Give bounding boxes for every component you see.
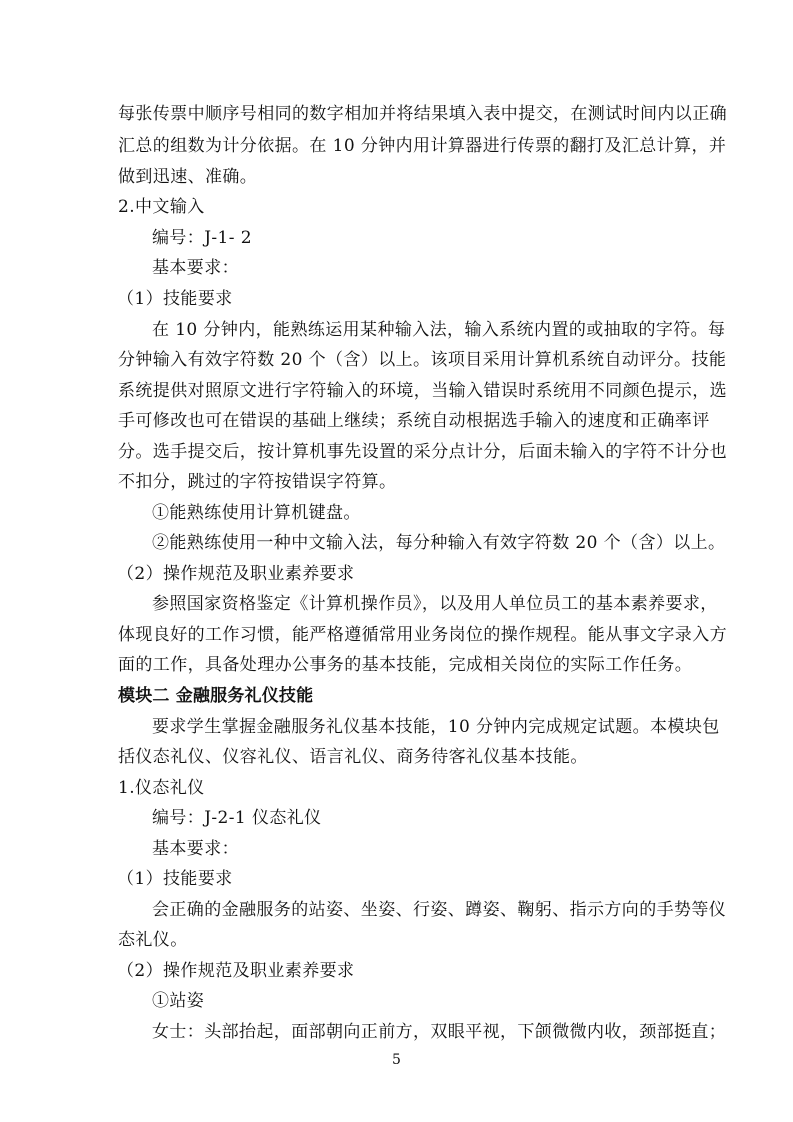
section-heading: 1.仪态礼仪 xyxy=(118,778,205,798)
body-text-line: 在 10 分钟内，能熟练运用某种输入法，输入系统内置的或抽取的字符。每 xyxy=(152,320,726,340)
body-text-line: 不扣分，跳过的字符按错误字符算。 xyxy=(118,472,397,492)
body-text-line: 参照国家资格鉴定《计算机操作员》，以及用人单位员工的基本素养要求， xyxy=(152,594,718,614)
body-text-line: 会正确的金融服务的站姿、坐姿、行姿、蹲姿、鞠躬、指示方向的手势等仪 xyxy=(152,900,727,920)
body-text-line: 体现良好的工作习惯，能严格遵循常用业务岗位的操作规程。能从事文字录入方 xyxy=(118,625,727,645)
body-text-line: 面的工作，具备处理办公事务的基本技能，完成相关岗位的实际工作任务。 xyxy=(118,655,693,675)
body-text-line: 汇总的组数为计分依据。在 10 分钟内用计算器进行传票的翻打及汇总计算，并 xyxy=(118,136,727,156)
body-text-line: 分。选手提交后，按计算机事先设置的采分点计分，后面未输入的字符不计分也 xyxy=(118,442,727,462)
section-heading: 2.中文输入 xyxy=(118,197,205,217)
subheading: （1）技能要求 xyxy=(117,289,233,309)
body-text-line: 分钟输入有效字符数 20 个（含）以上。该项目采用计算机系统自动评分。技能 xyxy=(118,350,727,370)
list-item: ①能熟练使用计算机键盘。 xyxy=(152,503,361,523)
page-number: 5 xyxy=(392,1052,401,1068)
body-text-line: 系统提供对照原文进行字符输入的环境，当输入错误时系统用不同颜色提示，选 xyxy=(118,381,727,401)
body-text-line: 态礼仪。 xyxy=(118,930,188,950)
list-item: ②能熟练使用一种中文输入法，每分种输入有效字符数 20 个（含）以上。 xyxy=(152,533,726,553)
module-heading: 模块二 金融服务礼仪技能 xyxy=(118,686,314,706)
body-text-line: 做到迅速、准确。 xyxy=(118,167,258,187)
subheading: （2）操作规范及职业素养要求 xyxy=(117,564,355,584)
item-code: 编号：J-1- 2 xyxy=(152,228,252,248)
body-text-line: 要求学生掌握金融服务礼仪基本技能，10 分钟内完成规定试题。本模块包 xyxy=(152,717,720,737)
body-text-line: 女士：头部抬起，面部朝向正前方，双眼平视，下颌微微内收，颈部挺直； xyxy=(152,1022,727,1042)
subheading: （2）操作规范及职业素养要求 xyxy=(117,961,355,981)
body-text-line: 每张传票中顺序号相同的数字相加并将结果填入表中提交，在测试时间内以正确 xyxy=(118,104,727,124)
body-text-line: 括仪态礼仪、仪容礼仪、语言礼仪、商务待客礼仪基本技能。 xyxy=(118,747,588,767)
subheading: （1）技能要求 xyxy=(117,869,233,889)
subheading: 基本要求： xyxy=(152,258,239,278)
body-text-line: 手可修改也可在错误的基础上继续；系统自动根据选手输入的速度和正确率评 xyxy=(118,411,710,431)
item-code: 编号：J-2-1 仪态礼仪 xyxy=(152,808,322,828)
subheading: 基本要求： xyxy=(152,839,239,859)
list-item: ①站姿 xyxy=(152,991,205,1011)
